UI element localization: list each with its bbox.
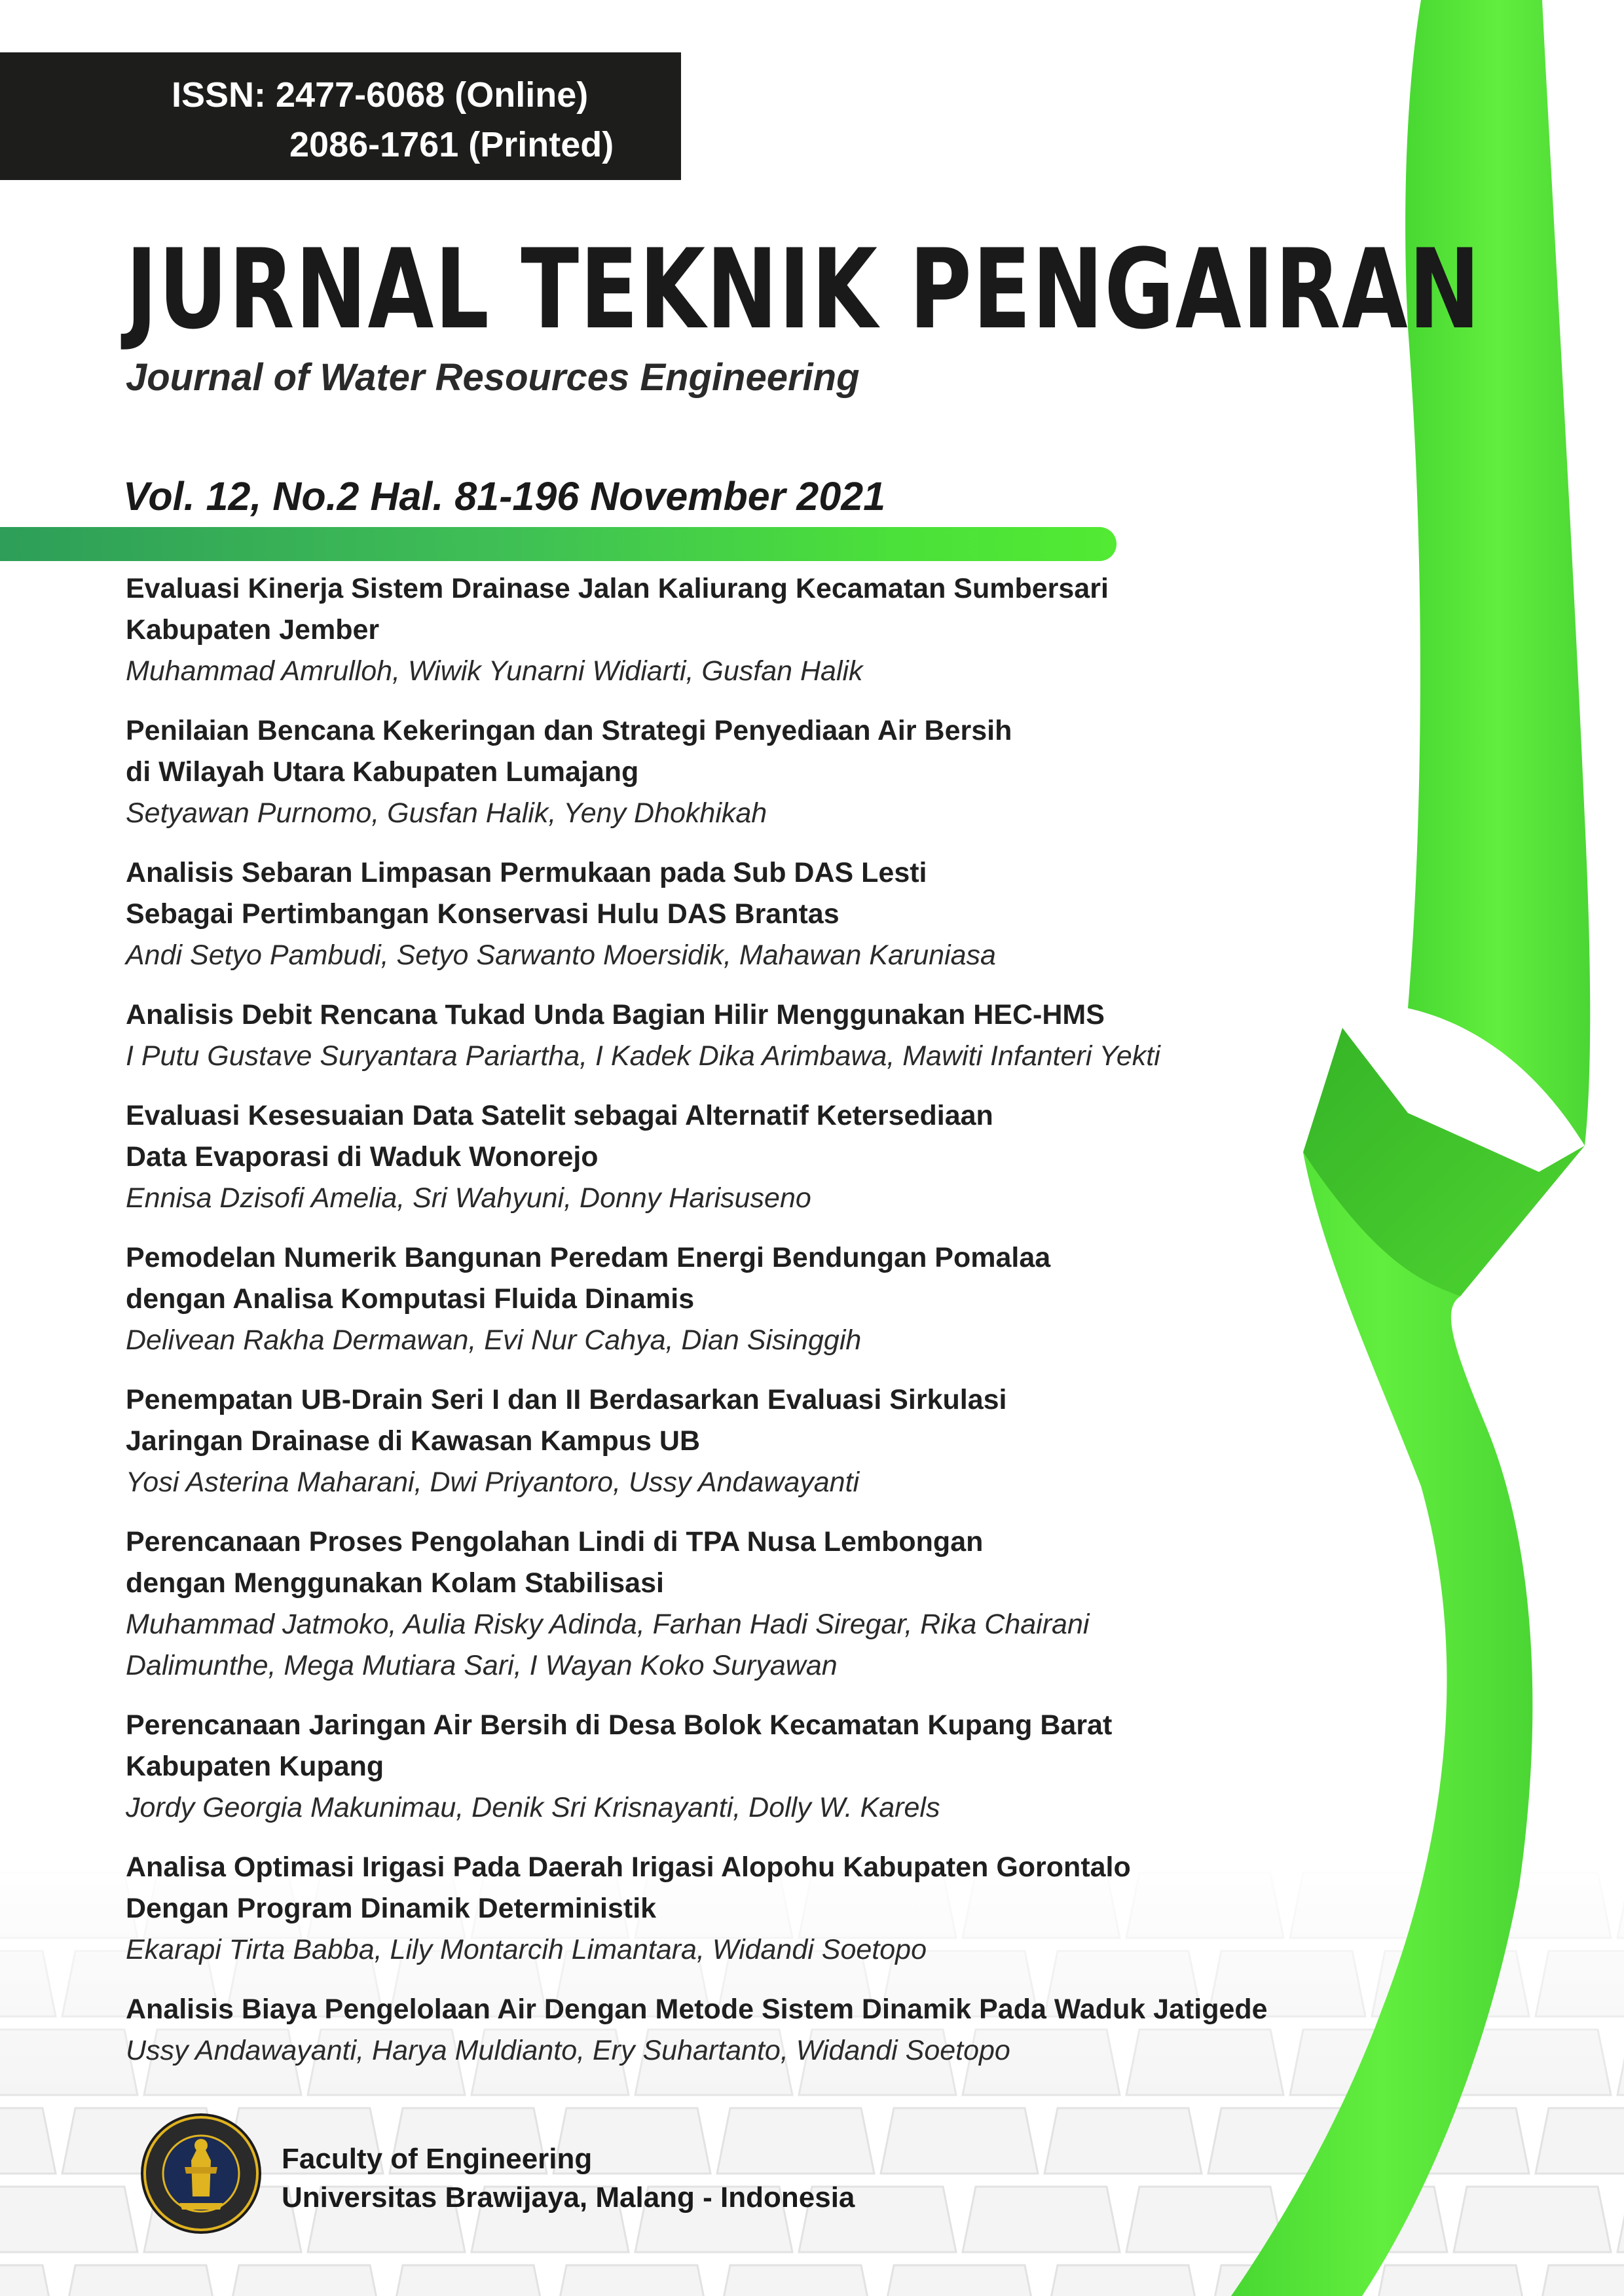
article-authors: Andi Setyo Pambudi, Setyo Sarwanto Moersidik, Mahawan Karuniasa [126, 939, 996, 971]
article-title: Pemodelan Numerik Bangunan Peredam Energi Bendungan Pomalaa [126, 1242, 1051, 1273]
article-title: dengan Analisa Komputasi Fluida Dinamis [126, 1283, 695, 1315]
article-entry [126, 994, 1331, 1077]
article-title: Evaluasi Kinerja Sistem Drainase Jalan Kaliurang Kecamatan Sumbersari [126, 573, 1109, 604]
journal-title: JURNAL TEKNIK PENGAIRAN [126, 225, 1481, 354]
article-title: Penilaian Bencana Kekeringan dan Strategi Penyediaan Air Bersih [126, 715, 1012, 746]
article-authors: Delivean Rakha Dermawan, Evi Nur Cahya, Dian Sisinggih [126, 1324, 862, 1356]
article-title: Analisis Sebaran Limpasan Permukaan pada Sub DAS Lesti [126, 857, 927, 888]
article-authors: Jordy Georgia Makunimau, Denik Sri Krisnayanti, Dolly W. Karels [126, 1792, 940, 1823]
article-title: di Wilayah Utara Kabupaten Lumajang [126, 756, 639, 788]
article-title: Kabupaten Kupang [126, 1751, 384, 1782]
article-entry [126, 1989, 1331, 2071]
article-entry [126, 1705, 1331, 1829]
article-authors: Dalimunthe, Mega Mutiara Sari, I Wayan Koko Suryawan [126, 1650, 838, 1681]
article-title: dengan Menggunakan Kolam Stabilisasi [126, 1567, 664, 1599]
article-entry [126, 568, 1331, 692]
article-title: Jaringan Drainase di Kawasan Kampus UB [126, 1425, 701, 1457]
article-title: Analisis Biaya Pengelolaan Air Dengan Metode Sistem Dinamik Pada Waduk Jatigede [126, 1994, 1268, 2025]
article-authors: Muhammad Amrulloh, Wiwik Yunarni Widiarti, Gusfan Halik [126, 655, 863, 687]
article-title: Data Evaporasi di Waduk Wonorejo [126, 1141, 599, 1173]
volume-info: Vol. 12, No.2 Hal. 81-196 November 2021 [123, 474, 886, 519]
article-title: Penempatan UB-Drain Seri I dan II Berdasarkan Evaluasi Sirkulasi [126, 1384, 1007, 1415]
article-entry [126, 1237, 1331, 1361]
article-authors: Ekarapi Tirta Babba, Lily Montarcih Limantara, Widandi Soetopo [126, 1934, 927, 1965]
table-of-contents [126, 568, 1331, 2090]
article-title: Dengan Program Dinamik Deterministik [126, 1893, 657, 1924]
article-authors: Muhammad Jatmoko, Aulia Risky Adinda, Farhan Hadi Siregar, Rika Chairani [126, 1609, 1090, 1640]
article-entry [126, 852, 1331, 976]
article-authors: Ennisa Dzisofi Amelia, Sri Wahyuni, Donny Harisuseno [126, 1182, 811, 1214]
article-authors: Setyawan Purnomo, Gusfan Halik, Yeny Dhokhikah [126, 797, 767, 829]
issn-printed: 2086-1761 (Printed) [289, 125, 614, 164]
article-authors: Ussy Andawayanti, Harya Muldianto, Ery Suhartanto, Widandi Soetopo [126, 2035, 1010, 2066]
publisher-block [282, 2140, 855, 2217]
article-title: Sebagai Pertimbangan Konservasi Hulu DAS Brantas [126, 898, 840, 930]
article-title: Perencanaan Jaringan Air Bersih di Desa Bolok Kecamatan Kupang Barat [126, 1709, 1113, 1741]
article-authors: I Putu Gustave Suryantara Pariartha, I Kadek Dika Arimbawa, Mawiti Infanteri Yekti [126, 1040, 1160, 1072]
article-entry [126, 1847, 1331, 1971]
issn-online: ISSN: 2477-6068 (Online) [172, 75, 589, 115]
article-entry [126, 1379, 1331, 1503]
issn-box [0, 52, 681, 180]
article-title: Analisis Debit Rencana Tukad Unda Bagian Hilir Menggunakan HEC-HMS [126, 999, 1105, 1030]
article-entry [126, 710, 1331, 834]
article-entry [126, 1095, 1331, 1219]
article-entry [126, 1522, 1331, 1686]
article-title: Evaluasi Kesesuaian Data Satelit sebagai Alternatif Ketersediaan [126, 1100, 993, 1131]
faculty-name: Faculty of Engineering [282, 2143, 593, 2175]
article-title: Perencanaan Proses Pengolahan Lindi di TPA Nusa Lembongan [126, 1526, 984, 1558]
article-title: Analisa Optimasi Irigasi Pada Daerah Irigasi Alopohu Kabupaten Gorontalo [126, 1851, 1131, 1883]
accent-bar [0, 527, 1116, 561]
article-authors: Yosi Asterina Maharani, Dwi Priyantoro, Ussy Andawayanti [126, 1467, 860, 1498]
journal-subtitle: Journal of Water Resources Engineering [126, 356, 860, 399]
university-logo-icon [139, 2111, 263, 2236]
university-name: Universitas Brawijaya, Malang - Indonesia [282, 2181, 855, 2214]
article-title: Kabupaten Jember [126, 614, 380, 646]
